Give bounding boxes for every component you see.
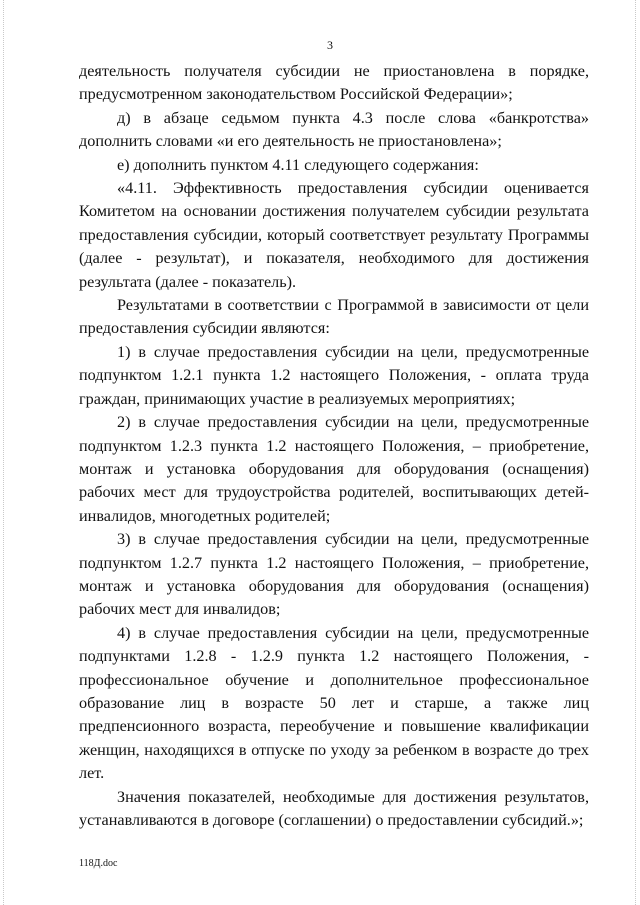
document-body [79, 60, 589, 832]
paragraph-item-d: д) в абзаце седьмом пункта 4.3 после слова «банкротства» дополнить словами «и его деятельность не приостановлена»; [79, 108, 589, 151]
page-number: 3 [327, 38, 333, 52]
paragraph-result-3: 3) в случае предоставления субсидии на цели, предусмотренные подпунктом 1.2.7 пункта 1.2 настоящего Положения, – приобретение, монтаж и установка оборудования для оборудования (оснащения) рабочих мест для инвалидов; [79, 530, 589, 619]
paragraph-result-2: 2) в случае предоставления субсидии на цели, предусмотренные подпунктом 1.2.3 пункта 1.2 настоящего Положения, – приобретение, монтаж и установка оборудования для оборудования (оснащения) рабочих мест для трудоустройства родителей, воспитывающих детей-инвалидов, многодетных родителей; [79, 413, 589, 525]
file-name-footer: 118Д.doc [79, 858, 118, 869]
paragraph-result-1: 1) в случае предоставления субсидии на цели, предусмотренные подпунктом 1.2.1 пункта 1.2 настоящего Положения, - оплата труда граждан, принимающих участие в реализуемых мероприятиях; [79, 342, 589, 408]
paragraph-item-e: е) дополнить пунктом 4.11 следующего содержания: [117, 155, 479, 174]
paragraph-indicator-values: Значения показателей, необходимые для достижения результатов, устанавливаются в договоре (соглашении) о предоставлении субсидий.»; [79, 787, 589, 829]
paragraph-continuation: деятельность получателя субсидии не приостановлена в порядке, предусмотренном законодательством Российской Федерации»; [79, 62, 589, 104]
scan-edge-right [635, 0, 637, 905]
scan-edge-left [3, 0, 5, 905]
paragraph-results-intro: Результатами в соответствии с Программой в зависимости от цели предоставления субсидии являются: [79, 296, 589, 338]
paragraph-result-4: 4) в случае предоставления субсидии на цели, предусмотренные подпунктами 1.2.8 - 1.2.9 пункта 1.2 настоящего Положения, - профессиональное обучение и дополнительное профессиональное образование лиц в возрасте 50 лет и старше, а также лиц предпенсионного возраста, переобучение и повышение квалификации женщин, находящихся в отпуске по уходу за ребенком в возрасте до трех лет. [79, 623, 589, 783]
paragraph-4-11: «4.11. Эффективность предоставления субсидии оценивается Комитетом на основании достижения получателем субсидии результата предоставления субсидии, который соответствует результату Программы (далее - результат), и показателя, необходимого для достижения результата (далее - показатель). [79, 179, 589, 291]
